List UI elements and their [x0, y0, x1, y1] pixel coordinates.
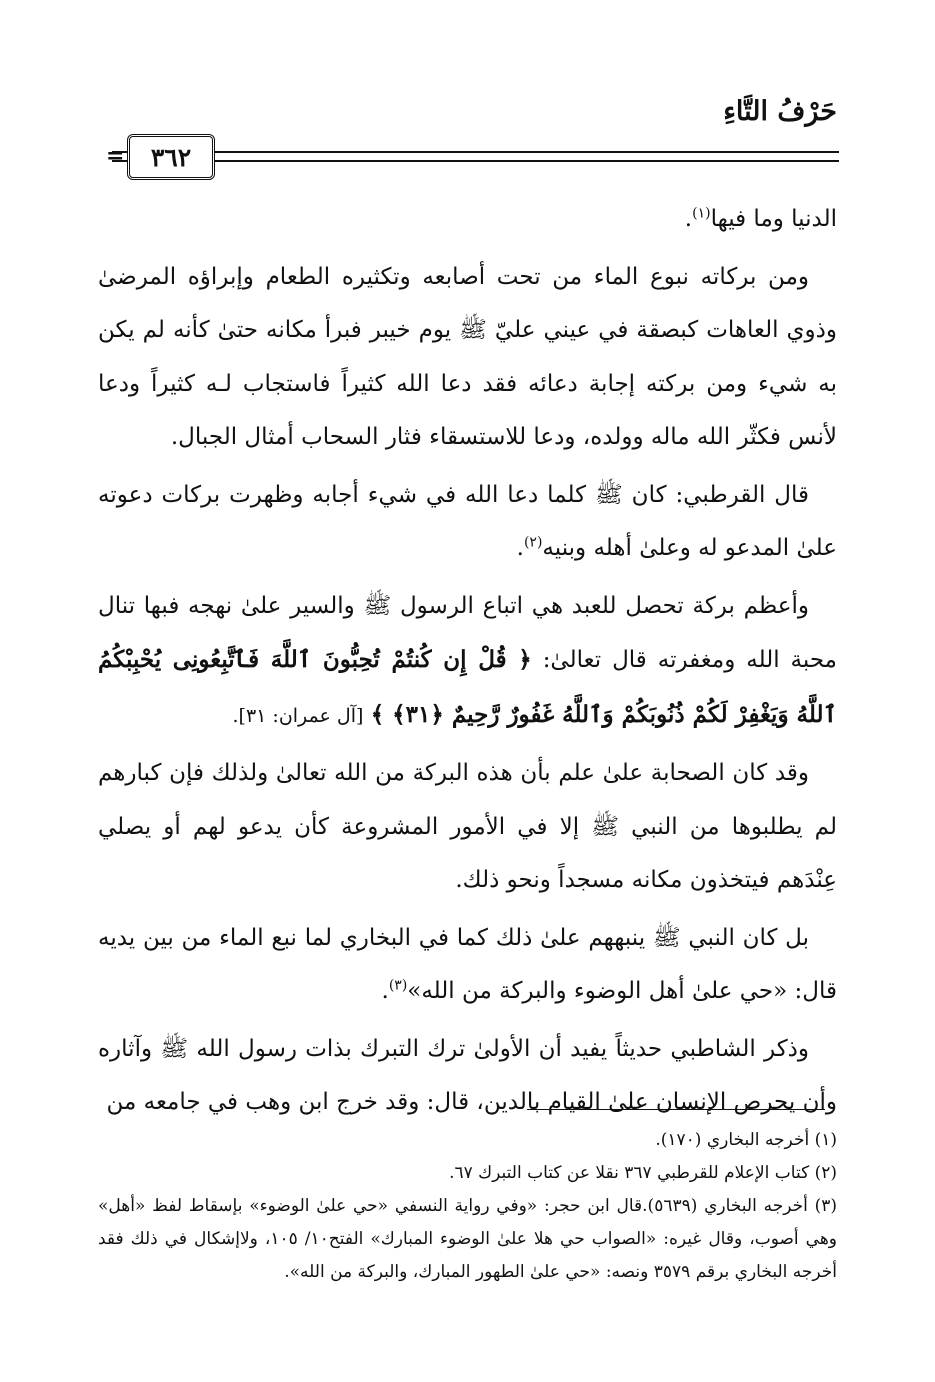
chapter-title: حَرْفُ التَّاءِ [723, 96, 837, 127]
paragraph-6: بل كان النبي ﷺ ينبههم علىٰ ذلك كما في البخاري لما نبع الماء من بين يديه قال: «حي علىٰ أهل الوضوء والبركة من الله»$^{(٣)}$. [98, 924, 837, 1004]
quran-verse: ﴿ قُلْ إِن كُنتُمْ تُحِبُّونَ ٱللَّهَ فَٱتَّبِعُونِى يُحْبِبْكُمُ ٱللَّهُ وَيَغْفِرْ لَكُمْ ذُنُوبَكُمْ وَٱللَّهُ غَفُورٌ رَّحِيمٌ ﴿٣١﴾ ﴾ [98, 646, 837, 728]
paragraph-2: ومن بركاته نبوع الماء من تحت أصابعه وتكثيره الطعام وإبراؤه المرضىٰ وذوي العاهات كبصقة في عيني عليّ ﷺ يوم خيبر فبرأ مكانه حتىٰ كأنه لم يكن به شيء ومن بركته إجابة دعائه فقد دعا الله كثيراً فاستجاب لـه كثيراً ودعا لأنس فكثّر الله ماله وولده، ودعا للاستسقاء فثار السحاب أمثال الجبال. [98, 263, 837, 450]
footnote-ref-2[interactable]: (٢) [523, 534, 543, 551]
footnote-3: (٣) أخرجه البخاري (٥٦٣٩).قال ابن حجر: «وفي رواية النسفي «حي علىٰ الوضوء» بإسقاط لفظ «أهل» وهي أصوب، وقال غيره: «الصواب حي هلا علىٰ الوضوء المبارك» الفتح١٠/ ١٠٥، ولاإشكال في ذلك فقد أخرجه البخاري برقم ٣٥٧٩ ونصه: «حي علىٰ الطهور المبارك، والبركة من الله». [98, 1196, 837, 1282]
footnote-divider [527, 1109, 825, 1110]
footnote-ref-3[interactable]: (٣) [388, 977, 408, 994]
footnotes [98, 1124, 837, 1289]
header-ornament: = [106, 143, 125, 169]
footnote-1: (١) أخرجه البخاري (١٧٠). [655, 1130, 837, 1150]
body-text [98, 193, 837, 1130]
footnote-ref-1[interactable]: (١) [692, 205, 711, 222]
page-number: ٣٦٢ [127, 134, 215, 180]
footnote-2: (٢) كتاب الإعلام للقرطبي ٣٦٧ نقلا عن كتاب التبرك ٦٧. [449, 1163, 837, 1183]
paragraph-5: وقد كان الصحابة علىٰ علم بأن هذه البركة من الله تعالىٰ ولذلك فإن كبارهم لم يطلبوها من النبي ﷺ إلا في الأمور المشروعة كأن يدعو لهم أو يصلي عِنْدَهم فيتخذون مكانه مسجداً ونحو ذلك. [98, 760, 837, 893]
paragraph-1: الدنيا وما فيها$^{(١)}$. [684, 205, 837, 232]
paragraph-3: قال القرطبي: كان ﷺ كلما دعا الله في شيء أجابه وظهرت بركات دعوته علىٰ المدعو له وعلىٰ أهله وبنيه$^{(٢)}$. [98, 481, 837, 561]
verse-reference: [آل عمران: ٣١]. [232, 704, 364, 727]
paragraph-7: وذكر الشاطبي حديثاً يفيد أن الأولىٰ ترك التبرك بذات رسول الله ﷺ وآثاره وأن يحرص الإنسان علىٰ القيام بالدين، قال: وقد خرج ابن وهب في جامعه من [98, 1035, 837, 1115]
header-divider [112, 151, 839, 162]
paragraph-4: وأعظم بركة تحصل للعبد هي اتباع الرسول ﷺ والسير علىٰ نهجه فبها تنال محبة الله ومغفرته قال تعالىٰ: ﴿ قُلْ إِن كُنتُمْ تُحِبُّونَ ٱللَّهَ فَٱتَّبِعُونِى يُحْبِبْكُمُ ٱللَّهُ وَيَغْفِرْ لَكُمْ ذُنُوبَكُمْ وَٱللَّهُ غَفُورٌ رَّحِيمٌ ﴿٣١﴾ ﴾ [آل عمران: ٣١]. [98, 592, 837, 728]
